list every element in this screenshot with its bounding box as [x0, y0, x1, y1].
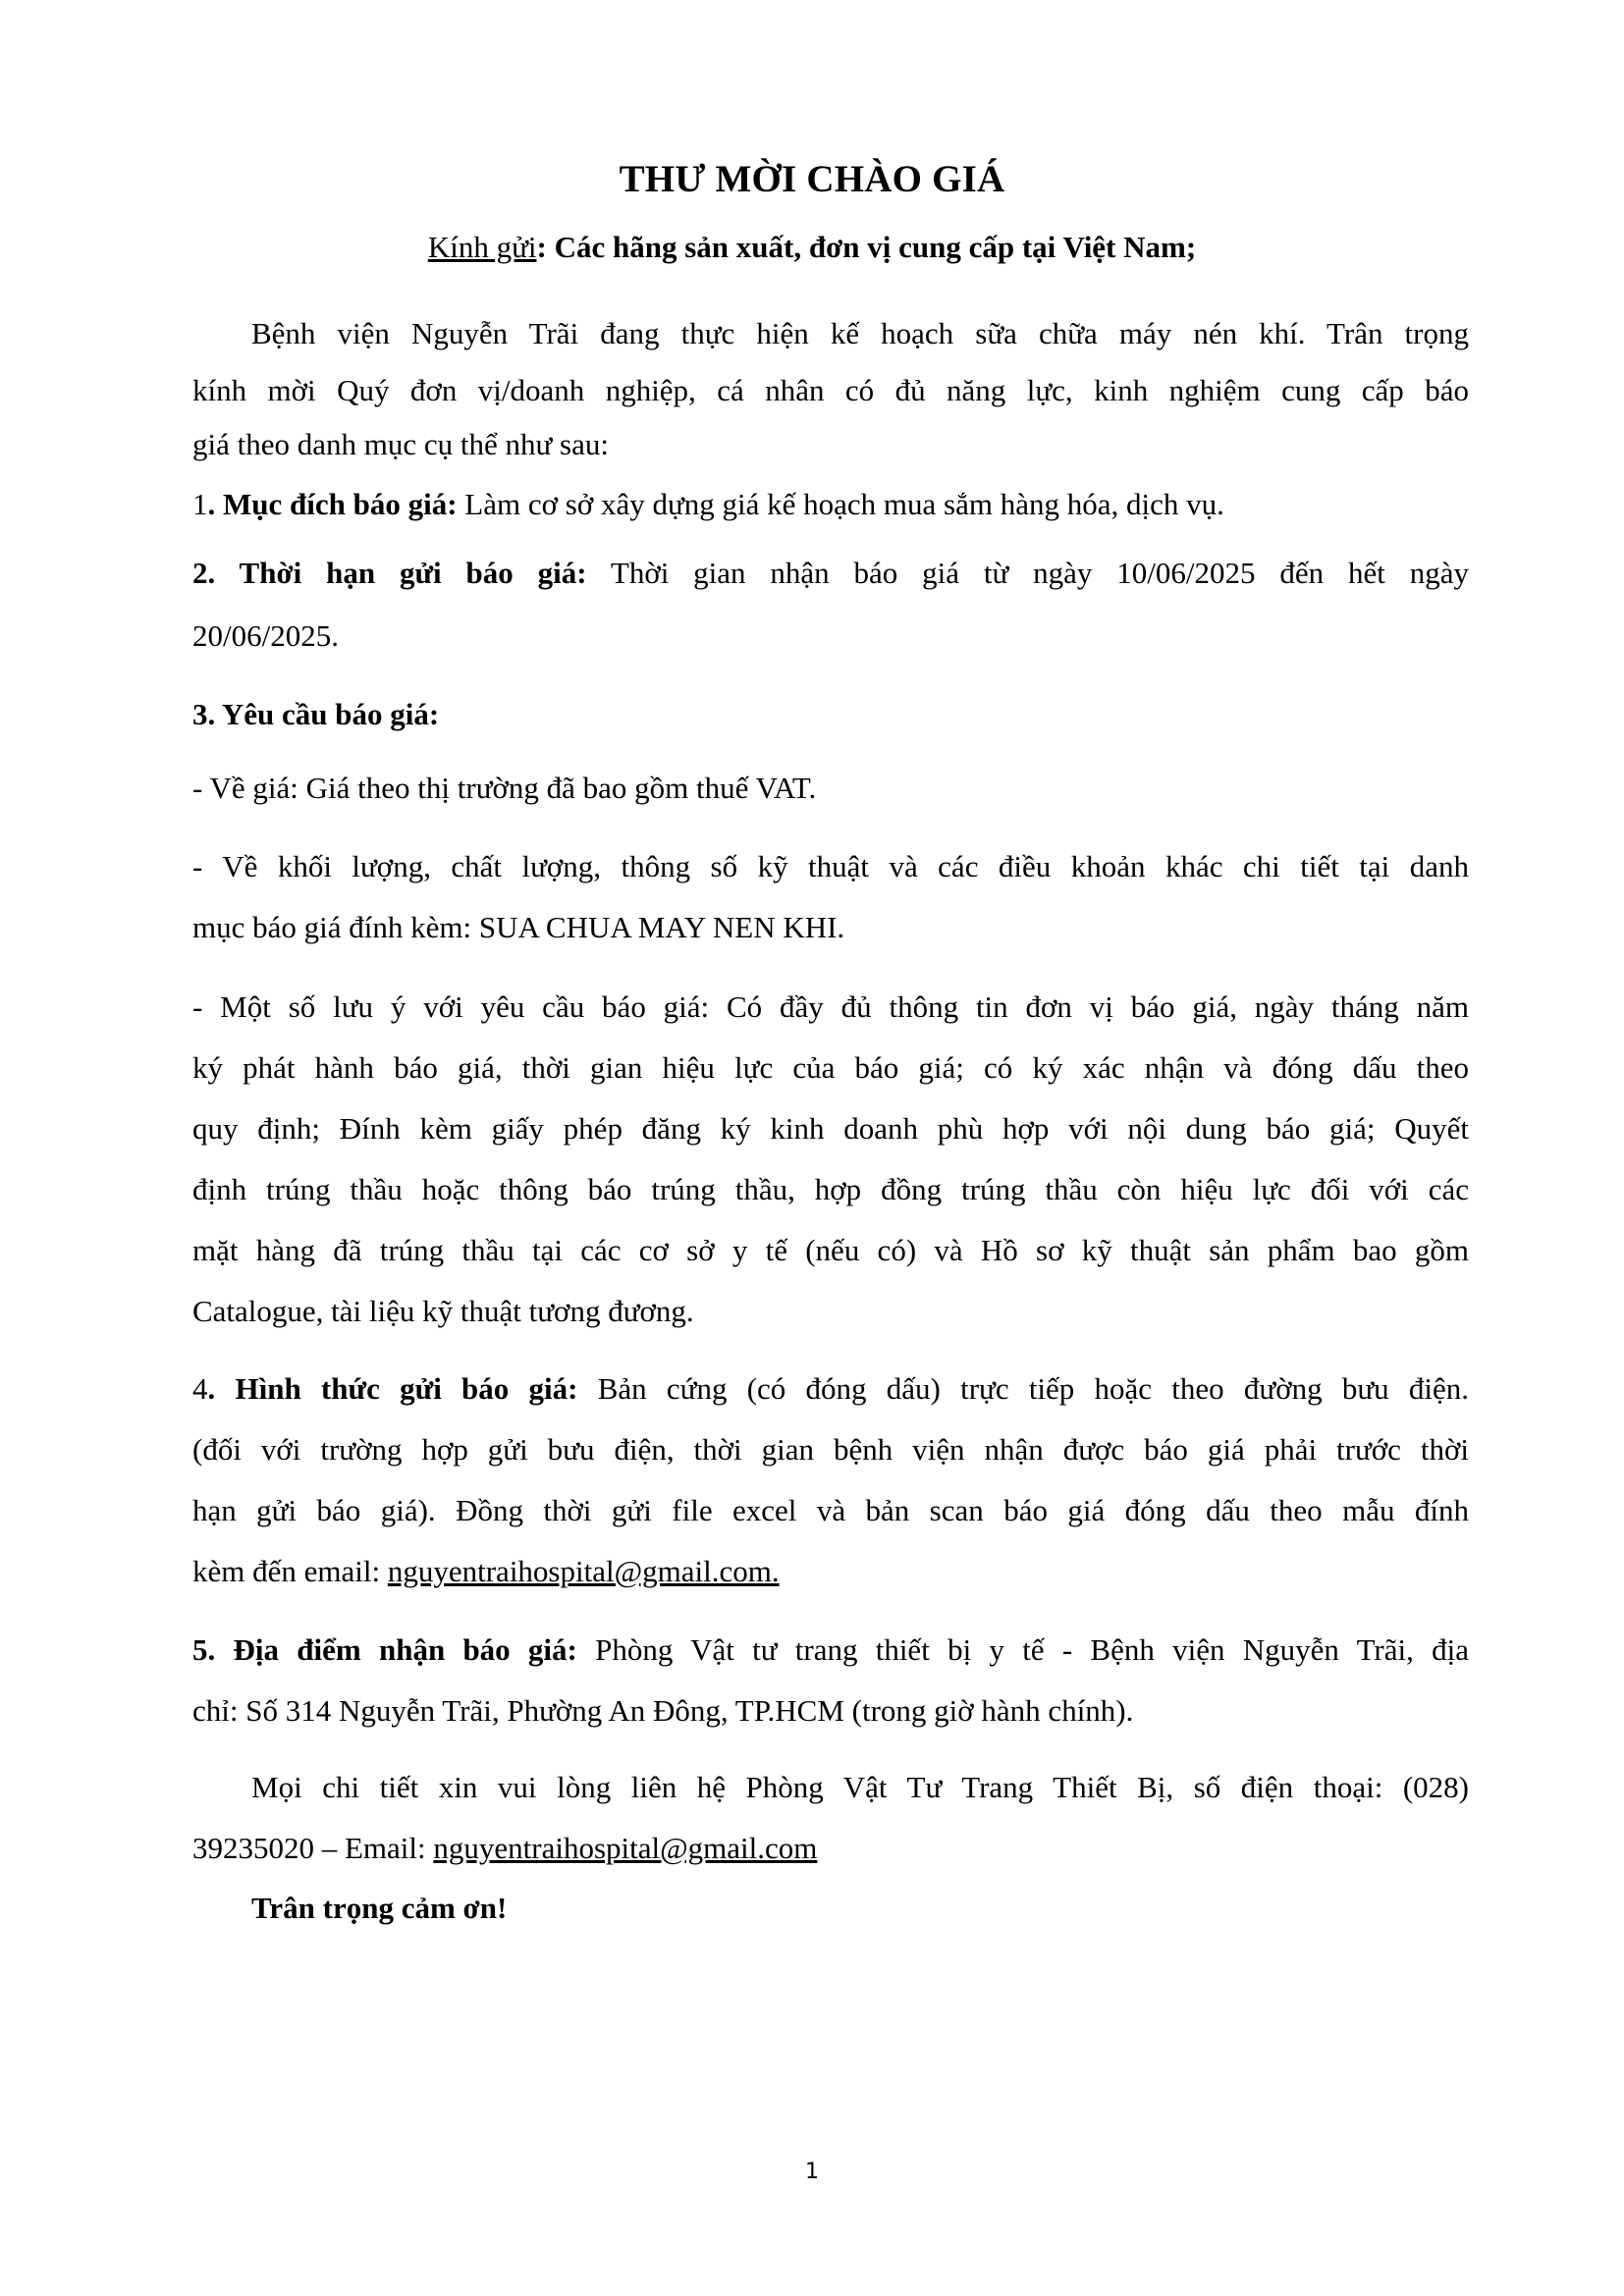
- section-4-line-4: [192, 1554, 1469, 1589]
- section-3-spec-line-1: - Về khối lượng, chất lượng, thông số kỹ thuật và các điều khoản khác chi tiết tại danh: [192, 849, 1469, 883]
- closing-text: Trân trọng cảm ơn!: [251, 1891, 508, 1925]
- section-2-line-1: [192, 556, 1469, 591]
- section-1: [192, 487, 1469, 522]
- section-4-line-2: (đối với trường hợp gửi bưu điện, thời gian bệnh viện nhận được báo giá phải trước thời: [192, 1432, 1469, 1467]
- section-4-line-1: [192, 1371, 1469, 1407]
- section-4-heading: . Hình thức gửi báo giá:: [207, 1371, 578, 1406]
- recipient-label: Kính gửi: [427, 230, 537, 264]
- section-2-heading: 2. Thời hạn gửi báo giá:: [192, 556, 587, 590]
- section-4-email-prefix: kèm đến email:: [192, 1554, 388, 1588]
- intro-line-3: giá theo danh mục cụ thể như sau:: [192, 427, 609, 461]
- contact-line-1: Mọi chi tiết xin vui lòng liên hệ Phòng Vật Tư Trang Thiết Bị, số điện thoại: (028): [251, 1770, 1469, 1804]
- section-3-notes-line-5: mặt hàng đã trúng thầu tại các cơ sở y tế (nếu có) và Hồ sơ kỹ thuật sản phẩm bao gồm: [192, 1233, 1469, 1267]
- section-3-heading: [192, 697, 1469, 732]
- recipient-separator: :: [536, 230, 555, 264]
- section-3-notes-line-6: Catalogue, tài liệu kỹ thuật tương đương.: [192, 1294, 694, 1328]
- contact-line-2: [192, 1831, 1469, 1866]
- section-3-notes-line-3: quy định; Đính kèm giấy phép đăng ký kinh doanh phù hợp với nội dung báo giá; Quyết: [192, 1111, 1469, 1146]
- document-title: THƯ MỜI CHÀO GIÁ: [619, 158, 1005, 200]
- recipient-line: [0, 230, 1624, 265]
- section-3-notes-line-4: định trúng thầu hoặc thông báo trúng thầu, hợp đồng trúng thầu còn hiệu lực đối với các: [192, 1172, 1469, 1206]
- section-4-line-3: hạn gửi báo giá). Đồng thời gửi file excel và bản scan báo giá đóng dấu theo mẫu đính: [192, 1493, 1469, 1527]
- contact-email-link[interactable]: nguyentraihospital@gmail.com: [433, 1831, 818, 1865]
- section-4-number: 4: [192, 1371, 208, 1406]
- section-5-text: Phòng Vật tư trang thiết bị y tế - Bệnh viện Nguyễn Trãi, địa: [576, 1632, 1469, 1667]
- section-3-heading-text: 3. Yêu cầu báo giá:: [192, 697, 440, 731]
- section-4-email-link[interactable]: nguyentraihospital@gmail.com.: [387, 1554, 780, 1588]
- closing-line: [251, 1891, 1469, 1926]
- section-5-heading: 5. Địa điểm nhận báo giá:: [192, 1632, 577, 1667]
- section-3-notes-line-1: - Một số lưu ý với yêu cầu báo giá: Có đầy đủ thông tin đơn vị báo giá, ngày tháng năm: [192, 989, 1469, 1024]
- section-1-heading: . Mục đích báo giá:: [207, 487, 458, 521]
- section-5-line-2: chỉ: Số 314 Nguyễn Trãi, Phường An Đông, TP.HCM (trong giờ hành chính).: [192, 1693, 1134, 1728]
- section-2-line-2: 20/06/2025.: [192, 618, 339, 653]
- section-4-text: Bản cứng (có đóng dấu) trực tiếp hoặc theo đường bưu điện.: [577, 1371, 1470, 1406]
- section-3-spec-line-2: mục báo giá đính kèm: SUA CHUA MAY NEN KHI.: [192, 910, 845, 944]
- page-number: 1: [805, 2160, 819, 2184]
- contact-phone-prefix: 39235020 – Email:: [192, 1831, 434, 1865]
- recipient-value: Các hãng sản xuất, đơn vị cung cấp tại Việt Nam;: [554, 230, 1197, 264]
- section-3-price: - Về giá: Giá theo thị trường đã bao gồm thuế VAT.: [192, 771, 817, 805]
- section-1-text: Làm cơ sở xây dựng giá kế hoạch mua sắm hàng hóa, dịch vụ.: [457, 487, 1224, 521]
- section-1-number: 1: [192, 487, 208, 521]
- intro-line-1: Bệnh viện Nguyễn Trãi đang thực hiện kế hoạch sữa chữa máy nén khí. Trân trọng: [251, 316, 1469, 350]
- section-3-notes-line-2: ký phát hành báo giá, thời gian hiệu lực của báo giá; có ký xác nhận và đóng dấu theo: [192, 1050, 1469, 1085]
- intro-line-2: kính mời Quý đơn vị/doanh nghiệp, cá nhân có đủ năng lực, kinh nghiệm cung cấp báo: [192, 373, 1469, 407]
- section-5-line-1: [192, 1632, 1469, 1668]
- section-2-text: Thời gian nhận báo giá từ ngày 10/06/2025 đến hết ngày: [586, 556, 1469, 590]
